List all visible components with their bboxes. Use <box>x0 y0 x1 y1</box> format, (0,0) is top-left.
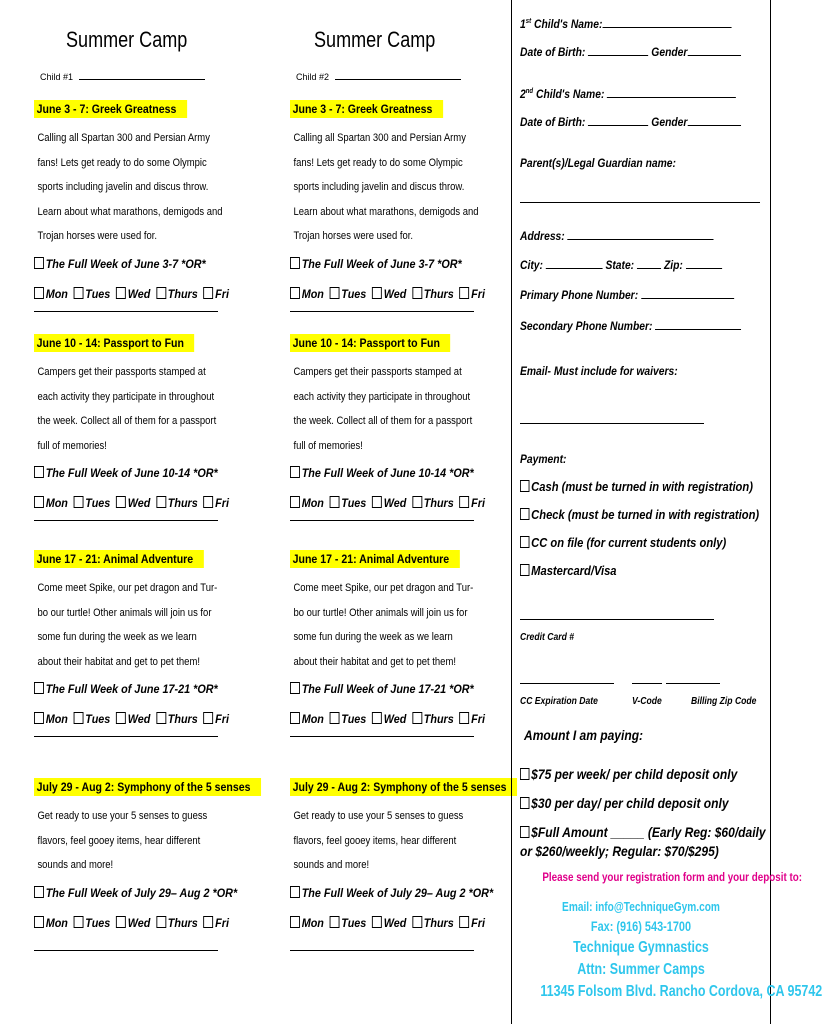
child1-name-field[interactable]: 1st Child's Name: <box>520 17 731 31</box>
billing-zip-label: Billing Zip Code <box>691 696 757 707</box>
week-block <box>290 778 530 951</box>
checkbox[interactable] <box>116 287 126 299</box>
checkbox[interactable] <box>290 916 300 928</box>
week-title: June 10 - 14: Passport to Fun <box>34 334 194 352</box>
divider <box>290 520 474 521</box>
checkbox[interactable] <box>34 257 44 269</box>
checkbox[interactable] <box>412 496 422 508</box>
guardian-field[interactable] <box>520 202 760 203</box>
checkbox[interactable] <box>412 712 422 724</box>
checkbox[interactable] <box>74 916 84 928</box>
checkbox[interactable] <box>156 712 166 724</box>
description-line: some fun during the week as we learn <box>293 631 453 643</box>
week-block <box>290 100 530 312</box>
checkbox[interactable] <box>203 496 213 508</box>
contact-attn: Attn: Summer Camps <box>577 961 705 978</box>
full-week-option[interactable]: The Full Week of June 10-14 *OR* <box>34 458 250 488</box>
week-description <box>34 126 274 249</box>
amount-option-full-details: or $260/weekly; Regular: $70/$295) <box>520 843 719 859</box>
description-line: each activity they participate in throughout <box>293 390 471 403</box>
primary-phone-field[interactable]: Primary Phone Number: <box>520 288 734 302</box>
child1-dob-gender-field[interactable]: Date of Birth: Gender <box>520 45 741 59</box>
checkbox[interactable] <box>330 496 340 508</box>
email-label: Email- Must include for waivers: <box>520 364 678 378</box>
cc-expiration-field[interactable] <box>520 683 614 684</box>
cc-expiration-label: CC Expiration Date <box>520 696 598 707</box>
checkbox[interactable] <box>290 886 300 898</box>
checkbox[interactable] <box>290 257 300 269</box>
divider <box>34 520 218 521</box>
description-line: some fun during the week as we learn <box>37 631 197 643</box>
description-line: Calling all Spartan 300 and Persian Army <box>37 132 210 144</box>
credit-card-label: Credit Card # <box>520 632 575 643</box>
week-title: June 17 - 21: Animal Adventure <box>290 550 460 568</box>
week-description <box>290 576 530 674</box>
checkbox[interactable] <box>74 287 84 299</box>
description-line: flavors, feel gooey items, hear different <box>293 834 457 847</box>
description-line: the week. Collect all of them for a passport <box>37 415 217 427</box>
week-description <box>290 126 530 249</box>
week-description <box>34 576 274 674</box>
description-line: fans! Lets get ready to do some Olympic <box>293 156 463 169</box>
description-line: the week. Collect all of them for a passport <box>293 415 473 427</box>
child-1-field[interactable] <box>40 72 205 82</box>
description-line: Campers get their passports stamped at <box>37 366 206 378</box>
contact-org: Technique Gymnastics <box>573 939 709 956</box>
week-title: June 10 - 14: Passport to Fun <box>290 334 450 352</box>
full-week-option[interactable]: The Full Week of June 3-7 *OR* <box>34 249 250 279</box>
checkbox[interactable] <box>520 480 529 492</box>
description-line: sounds and more! <box>293 859 370 871</box>
checkbox[interactable] <box>34 916 44 928</box>
description-line: each activity they participate in throughout <box>37 390 215 403</box>
day-options: Mon Tues Wed Thurs Fri <box>290 488 506 518</box>
day-options: Mon Tues Wed Thurs Fri <box>290 279 506 309</box>
week-title: June 3 - 7: Greek Greatness <box>290 100 443 118</box>
description-line: sports including javelin and discus throw. <box>37 181 209 193</box>
secondary-phone-field[interactable]: Secondary Phone Number: <box>520 319 741 333</box>
checkbox[interactable] <box>34 466 44 478</box>
checkbox[interactable] <box>34 287 44 299</box>
description-line: flavors, feel gooey items, hear different <box>37 834 201 847</box>
checkbox[interactable] <box>203 287 213 299</box>
description-line: Trojan horses were used for. <box>37 230 157 242</box>
credit-card-field[interactable] <box>520 619 714 620</box>
checkbox[interactable] <box>290 712 300 724</box>
day-options: Mon Tues Wed Thurs Fri <box>290 908 506 938</box>
checkbox[interactable] <box>459 496 469 508</box>
divider <box>34 311 218 312</box>
week-block <box>34 550 274 737</box>
checkbox[interactable] <box>156 496 166 508</box>
week-description <box>290 360 530 458</box>
payment-option-cash[interactable]: Cash (must be turned in with registration) <box>520 479 753 494</box>
full-week-option[interactable]: The Full Week of June 10-14 *OR* <box>290 458 506 488</box>
checkbox[interactable] <box>372 287 382 299</box>
checkbox[interactable] <box>372 496 382 508</box>
checkbox[interactable] <box>203 916 213 928</box>
payment-option-cc-on-file[interactable]: CC on file (for current students only) <box>520 535 726 550</box>
week-block <box>290 550 530 737</box>
send-instructions: Please send your registration form and your deposit to: <box>542 870 803 884</box>
checkbox[interactable] <box>203 712 213 724</box>
email-field[interactable] <box>520 423 704 424</box>
child-label: Child #1 <box>40 72 74 82</box>
week-title: June 17 - 21: Animal Adventure <box>34 550 204 568</box>
checkbox[interactable] <box>34 682 44 694</box>
checkbox[interactable] <box>116 496 126 508</box>
description-line: Learn about what marathons, demigods and <box>293 205 479 218</box>
checkbox[interactable] <box>74 712 84 724</box>
description-line: Campers get their passports stamped at <box>293 366 462 378</box>
description-line: about their habitat and get to pet them! <box>37 655 200 668</box>
checkbox[interactable] <box>34 496 44 508</box>
checkbox[interactable] <box>290 466 300 478</box>
divider <box>290 311 474 312</box>
week-title: June 3 - 7: Greek Greatness <box>34 100 187 118</box>
description-line: bo our turtle! Other animals will join us for <box>37 606 212 619</box>
day-options: Mon Tues Wed Thurs Fri <box>34 908 250 938</box>
checkbox[interactable] <box>290 496 300 508</box>
week-title: July 29 - Aug 2: Symphony of the 5 senses <box>290 778 517 796</box>
description-line: Learn about what marathons, demigods and <box>37 205 223 218</box>
day-options: Mon Tues Wed Thurs Fri <box>34 704 250 734</box>
checkbox[interactable] <box>290 287 300 299</box>
billing-zip-field[interactable] <box>666 683 720 684</box>
day-options: Mon Tues Wed Thurs Fri <box>34 279 250 309</box>
week-description <box>34 360 274 458</box>
full-week-option[interactable]: The Full Week of June 3-7 *OR* <box>290 249 506 279</box>
full-week-option[interactable]: The Full Week of July 29– Aug 2 *OR* <box>34 878 250 908</box>
registration-form-panel <box>511 0 822 1024</box>
description-line: Get ready to use your 5 senses to guess <box>293 810 464 822</box>
city-state-zip-field[interactable]: City: State: Zip: <box>520 258 722 272</box>
full-week-option[interactable]: The Full Week of June 17-21 *OR* <box>34 674 250 704</box>
description-line: full of memories! <box>37 439 107 452</box>
checkbox[interactable] <box>520 536 529 548</box>
description-line: Come meet Spike, our pet dragon and Tur- <box>293 582 474 594</box>
description-line: Trojan horses were used for. <box>293 230 413 242</box>
child2-dob-gender-field[interactable]: Date of Birth: Gender <box>520 115 741 129</box>
week-title: July 29 - Aug 2: Symphony of the 5 senses <box>34 778 261 796</box>
week-block <box>34 100 274 312</box>
checkbox[interactable] <box>412 287 422 299</box>
divider <box>290 950 474 951</box>
child2-name-field[interactable]: 2nd Child's Name: <box>520 87 736 101</box>
checkbox[interactable] <box>116 712 126 724</box>
checkbox[interactable] <box>520 564 529 576</box>
divider <box>34 736 218 737</box>
checkbox[interactable] <box>290 682 300 694</box>
week-block <box>34 334 274 521</box>
payment-label: Payment: <box>520 452 567 466</box>
checkbox[interactable] <box>74 496 84 508</box>
payment-option-mastercard-visa[interactable]: Mastercard/Visa <box>520 563 617 578</box>
checkbox[interactable] <box>520 768 529 780</box>
checkbox[interactable] <box>459 916 469 928</box>
vcode-label: V-Code <box>632 696 662 707</box>
checkbox[interactable] <box>520 826 529 838</box>
description-line: sports including javelin and discus throw. <box>293 181 465 193</box>
week-block <box>34 778 274 951</box>
full-week-option[interactable]: The Full Week of June 17-21 *OR* <box>290 674 506 704</box>
checkbox[interactable] <box>330 916 340 928</box>
contact-fax: Fax: (916) 543-1700 <box>590 918 692 934</box>
checkbox[interactable] <box>34 712 44 724</box>
contact-email[interactable]: Email: info@TechniqueGym.com <box>562 899 720 914</box>
checkbox[interactable] <box>34 886 44 898</box>
description-line: full of memories! <box>293 439 363 452</box>
checkbox[interactable] <box>459 712 469 724</box>
vcode-field[interactable] <box>632 683 662 684</box>
description-line: fans! Lets get ready to do some Olympic <box>37 156 207 169</box>
guardian-label: Parent(s)/Legal Guardian name: <box>520 156 676 170</box>
checkbox[interactable] <box>459 287 469 299</box>
checkbox[interactable] <box>156 916 166 928</box>
checkbox[interactable] <box>372 712 382 724</box>
amount-option-full[interactable]: $Full Amount _____ (Early Reg: $60/daily <box>520 824 766 840</box>
checkbox[interactable] <box>330 287 340 299</box>
description-line: bo our turtle! Other animals will join us for <box>293 606 468 619</box>
checkbox[interactable] <box>330 712 340 724</box>
checkbox[interactable] <box>520 508 529 520</box>
week-block <box>290 334 530 521</box>
checkbox[interactable] <box>372 916 382 928</box>
contact-address: 11345 Folsom Blvd. Rancho Cordova, CA 95742 <box>540 983 822 1000</box>
description-line: sounds and more! <box>37 859 114 871</box>
description-line: Calling all Spartan 300 and Persian Army <box>293 132 466 144</box>
camp-title: Summer Camp <box>314 27 436 52</box>
week-description <box>290 804 530 878</box>
amount-option-daily-deposit[interactable]: $30 per day/ per child deposit only <box>520 795 729 811</box>
payment-option-check[interactable]: Check (must be turned in with registration) <box>520 507 759 522</box>
week-description <box>34 804 274 878</box>
checkbox[interactable] <box>412 916 422 928</box>
description-line: Come meet Spike, our pet dragon and Tur- <box>37 582 218 594</box>
full-week-option[interactable]: The Full Week of July 29– Aug 2 *OR* <box>290 878 506 908</box>
camp-title: Summer Camp <box>66 27 188 52</box>
address-field[interactable]: Address: <box>520 229 714 243</box>
divider <box>290 736 474 737</box>
amount-title: Amount I am paying: <box>524 727 644 743</box>
amount-option-weekly-deposit[interactable]: $75 per week/ per child deposit only <box>520 766 737 782</box>
child-2-field[interactable] <box>296 72 461 82</box>
divider <box>34 950 218 951</box>
checkbox[interactable] <box>156 287 166 299</box>
child-label: Child #2 <box>296 72 330 82</box>
description-line: about their habitat and get to pet them! <box>293 655 456 668</box>
day-options: Mon Tues Wed Thurs Fri <box>34 488 250 518</box>
day-options: Mon Tues Wed Thurs Fri <box>290 704 506 734</box>
checkbox[interactable] <box>520 797 529 809</box>
checkbox[interactable] <box>116 916 126 928</box>
description-line: Get ready to use your 5 senses to guess <box>37 810 208 822</box>
